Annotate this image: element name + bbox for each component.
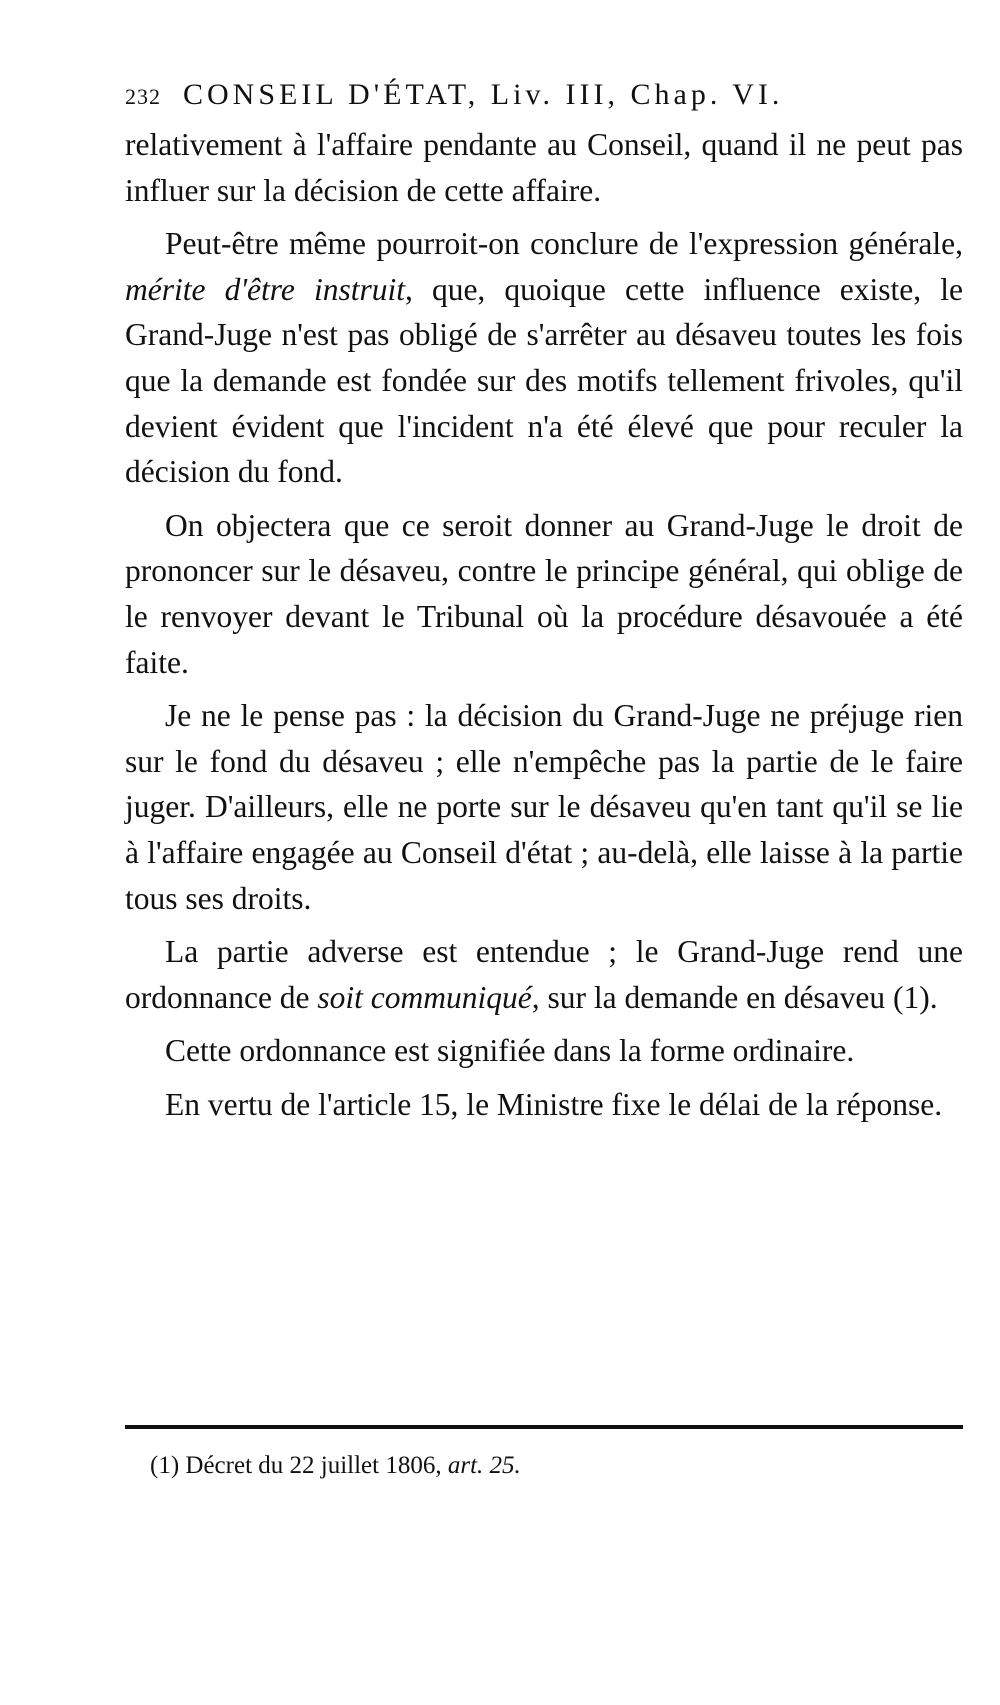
paragraph (125, 693, 963, 921)
footnote-italic: art. 25. (447, 1452, 521, 1479)
body-text (125, 122, 963, 1127)
paragraph (125, 503, 963, 685)
paragraph-text: On objectera que ce seroit donner au Grand-Juge le droit de prononcer sur le désaveu, contre le principe général, qui oblige de le renvoyer devant le Tribunal où la procédure désavouée a été faite. (125, 507, 963, 680)
paragraph-text: , sur la demande en désaveu (1). (531, 979, 938, 1015)
paragraph-text: En vertu de l'article 15, le Ministre fixe le délai de la réponse. (165, 1086, 943, 1122)
paragraph (125, 1028, 963, 1074)
italic-phrase: mérite d'être instruit (125, 271, 405, 307)
paragraph (125, 1082, 963, 1128)
paragraph-text: relativement à l'affaire pendante au Conseil, quand il ne peut pas influer sur la décision de cette affaire. (125, 127, 963, 208)
paragraph-text: La partie adverse est entendue ; le Grand-Juge rend une ordonnance de (125, 934, 963, 1015)
paragraph-text: , que, quoique cette influence existe, le Grand-Juge n'est pas obligé de s'arrêter au désaveu toutes les fois que la demande est fondée sur des motifs tellement frivoles, qu'il devient évident que l'incident n'a été élevé que pour reculer la décision du fond. (125, 271, 963, 490)
paragraph-text: Cette ordonnance est signifiée dans la forme ordinaire. (165, 1033, 855, 1069)
footnote-text: Décret du 22 juillet 1806, (179, 1452, 448, 1479)
running-head (125, 78, 965, 118)
paragraph-text: Peut-être même pourroit-on conclure de l'expression générale, (165, 226, 963, 262)
paragraph-text: Je ne le pense pas : la décision du Grand-Juge ne préjuge rien sur le fond du désaveu ; elle n'empêche pas la partie de le faire juger. D'ailleurs, elle ne porte sur le désaveu qu'en tant qu'il se lie à l'affaire engagée au Conseil d'état ; au-delà, elle laisse à la partie tous ses droits. (125, 698, 963, 916)
running-title: CONSEIL D'ÉTAT, Liv. III, Chap. VI. (183, 78, 784, 111)
italic-phrase: soit communiqué (317, 979, 532, 1015)
page-number: 232 (125, 84, 161, 109)
paragraph-continuation (125, 122, 963, 213)
footnote (150, 1452, 950, 1480)
paragraph (125, 221, 963, 495)
footnote-marker: (1) (150, 1452, 180, 1479)
footnote-rule (125, 1425, 963, 1429)
paragraph (125, 929, 963, 1020)
